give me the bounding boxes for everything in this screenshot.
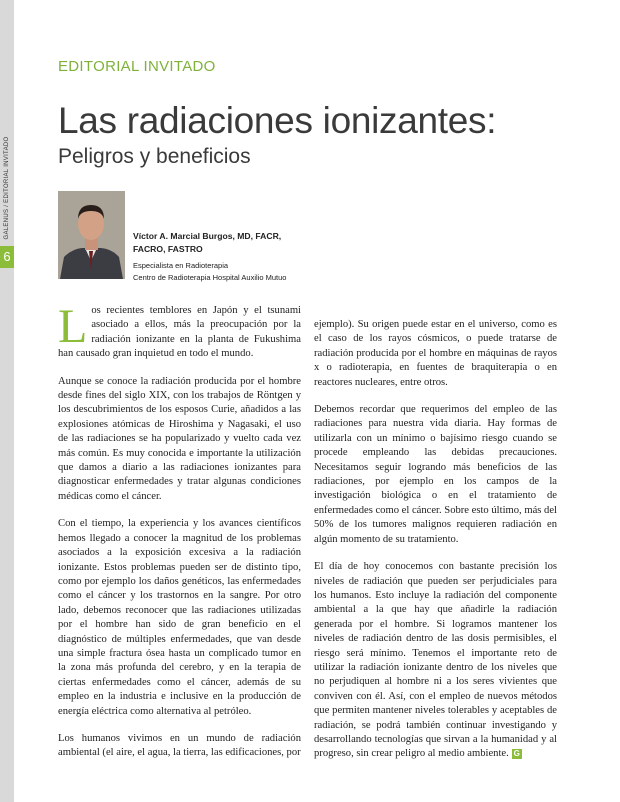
paragraph: Aunque se conoce la radiación producida por el hombre desde fines del siglo XIX, con los trabajos de Röntgen y los descubrimientos de los esposos Curie, añadidos a las explosiones atómicas de Hiroshima y Nagasaki, el uso de las radiaciones se ha popularizado y vuelto cada vez más común. Es muy conocida e importante la utilización que damos a diario a las radiaciones ionizantes para diagnosticar enfermedades y tratar algunas condiciones médicas como el cáncer.	[58, 375, 301, 502]
paragraph: Con el tiempo, la experiencia y los avances científicos hemos llegado a conocer la magnitud de los problemas asociados a la exposición excesiva a la radiación ionizante. Estos problemas pueden ser de distinto tipo, como por ejemplo los daños genéticos, las enfermedades como el cáncer y los trastornos en la sangre. Por otro lado, debemos reconocer que las radiaciones utilizadas por el hombre han sido de gran beneficio en el diagnóstico de múltiples enfermedades, que van desde una simple fractura ósea hasta un complicado tumor en la zona más profunda del cerebro, y en la terapia de ciertas enfermedades como el cáncer, además de su empleo en la industria e inclusive en la producción de energía eléctrica como alternativa al petróleo.	[58, 518, 301, 717]
paragraph: Los recientes temblores en Japón y el tsunami asociado a ellos, más la preocupación por la radiación ionizante en la planta de Fukushima han causado gran inquietud en todo el mundo.	[58, 300, 301, 360]
author-photo	[58, 191, 125, 279]
page-number: 6	[0, 246, 14, 268]
article-column-left	[58, 300, 301, 774]
article-column-right	[314, 318, 557, 775]
paragraph: Los humanos vivimos en un mundo de radiación ambiental (el aire, el agua, la tierra, las edificaciones, por	[58, 732, 301, 759]
author-affiliation: Centro de Radioterapia Hospital Auxilio Mutuo	[133, 273, 287, 282]
paragraph: Debemos recordar que requerimos del empleo de las radiaciones para nuestra vida diaria. Hay formas de utilizarla con un mínimo o bajísimo riesgo cuando se procede empleando las debidas precauciones. Necesitamos seguir logrando más beneficios de las radiaciones, por ejemplo en los campos de la investigación biológica o en el tratamiento de enfermedades como el cáncer. Sobre esto último, más del 50% de los tumores malignos requieren radiación en algún momento de su tratamiento.	[314, 404, 557, 545]
paragraph: El día de hoy conocemos con bastante precisión los niveles de radiación que pueden ser perjudiciales para los humanos. Esto incluye la radiación del componente ambiental a la que hay que añadirle la radiación generada por el hombre. Si logramos mantener los niveles de radiación dentro de las dosis permisibles, el riesgo será mínimo. Tenemos el importante reto de utilizar la radiación ionizante dentro de los niveles que no perjudiquen al hombre ni a los seres vivientes que conviven con él. Así, con el empleo de nuevos métodos que permiten mantener niveles tolerables y aceptables de radiación, se podrá también continuar investigando y desarrollando tecnologías que sirvan a la humanidad y al progreso, sin crear peligro al medio ambiente. G	[314, 561, 557, 760]
author-block	[133, 230, 308, 284]
section-label: EDITORIAL INVITADO	[58, 58, 216, 75]
sidebar-strip	[0, 0, 14, 802]
article-title: Las radiaciones ionizantes:	[58, 100, 497, 141]
paragraph: ejemplo). Su origen puede estar en el universo, como es el caso de los rayos cósmicos, o puede tratarse de radiación producida por el hombre en máquinas de rayos x o radioterapia, en fuentes de braquiterapia o en reactores nucleares, entre otros.	[314, 319, 557, 388]
end-mark-icon: G	[513, 748, 520, 758]
drop-cap: L	[58, 300, 88, 353]
author-role: Especialista en Radioterapia	[133, 261, 229, 270]
running-header: GALENUS / EDITORIAL INVITADO	[4, 136, 10, 239]
author-name: Víctor A. Marcial Burgos, MD, FACR, FACRO, FASTRO	[133, 231, 282, 254]
article-subtitle: Peligros y beneficios	[58, 145, 251, 168]
